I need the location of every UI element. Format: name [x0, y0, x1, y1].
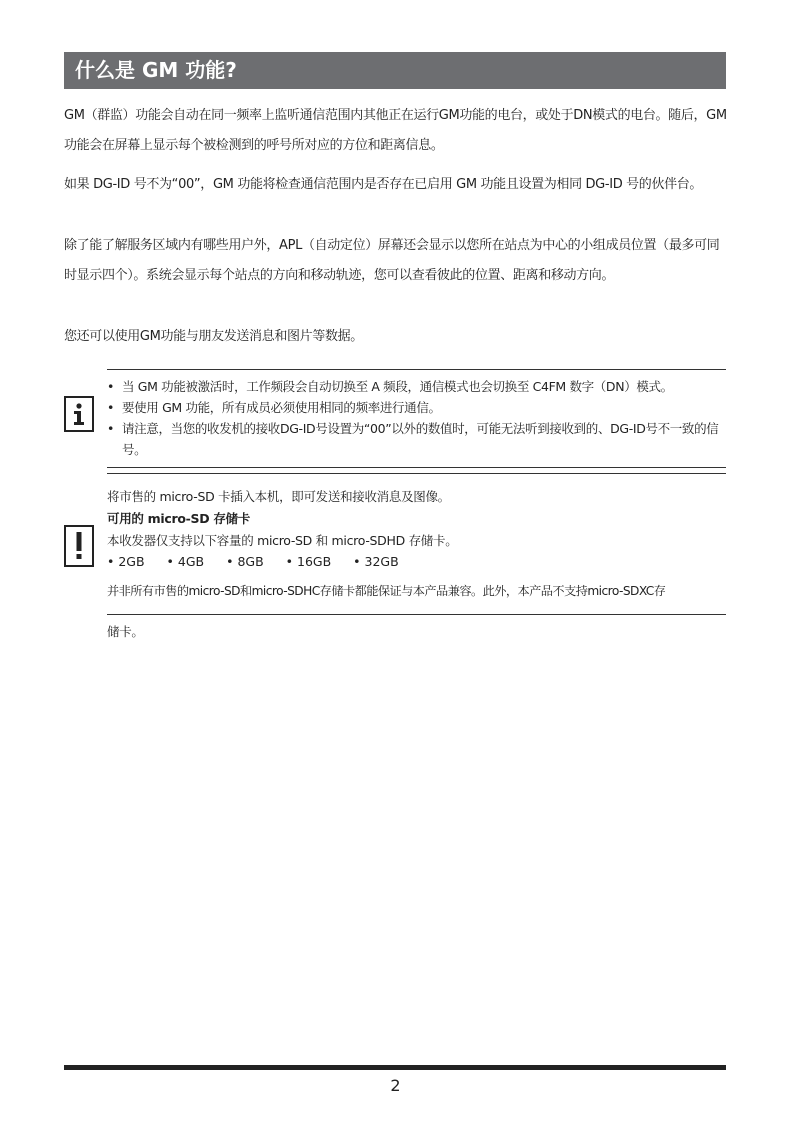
- caution-top-rule: [107, 473, 726, 474]
- info-icon: [64, 396, 94, 432]
- caution-support: 本收发器仅支持以下容量的 micro-SD 和 micro-SDHD 存储卡。: [107, 533, 458, 548]
- footer-rule: [64, 1065, 726, 1070]
- caution-bottom-rule: [107, 614, 726, 615]
- note-item: • 当 GM 功能被激活时，工作频段会自动切换至 A 频段，通信模式也会切换至 C4FM 数字（DN）模式。: [107, 376, 729, 397]
- section-title: 什么是 GM 功能?: [64, 52, 726, 89]
- page-number: 2: [390, 1076, 401, 1095]
- dgid-paragraph: 如果 DG-ID 号不为“00”，GM 功能将检查通信范围内是否存在已启用 GM 功能且设置为相同 DG-ID 号的伙伴台。: [64, 177, 703, 192]
- caution-compat-line1: 并非所有市售的micro-SD和micro-SDHC存储卡都能保证与本产品兼容。此外，本产品不支持micro-SDXC存: [107, 584, 666, 598]
- messaging-paragraph: 您还可以使用GM功能与朋友发送消息和图片等数据。: [64, 329, 363, 344]
- caution-intro: 将市售的 micro-SD 卡插入本机，即可发送和接收消息及图像。: [107, 489, 450, 504]
- capacity-item: • 4GB: [166, 554, 205, 569]
- caution-heading: 可用的 micro-SD 存储卡: [107, 511, 250, 526]
- caution-compat-line2: 储卡。: [107, 624, 144, 639]
- note-item: • 请注意，当您的收发机的接收DG-ID号设置为“00”以外的数值时，可能无法听到接收到的、DG-ID号不一致的信号。: [107, 418, 729, 460]
- exclamation-icon: [64, 525, 94, 567]
- capacity-item: • 8GB: [226, 554, 264, 569]
- capacity-item: • 32GB: [353, 554, 399, 569]
- note-list: [107, 376, 729, 460]
- note-item: • 要使用 GM 功能，所有成员必须使用相同的频率进行通信。: [107, 397, 729, 418]
- note-bottom-rule: [107, 467, 726, 468]
- note-top-rule: [107, 369, 726, 370]
- intro-paragraph: GM（群监）功能会自动在同一频率上监听通信范围内其他正在运行GM功能的电台，或处于DN模式的电台。随后，GM功能会在屏幕上显示每个被检测到的呼号所对应的方位和距离信息。: [64, 108, 727, 153]
- capacity-item: • 2GB: [107, 554, 145, 569]
- capacity-list: [107, 554, 417, 569]
- apl-paragraph: 除了能了解服务区域内有哪些用户外，APL（自动定位）屏幕还会显示以您所在站点为中心的小组成员位置（最多可同时显示四个）。系统会显示每个站点的方向和移动轨迹，您可以查看彼此的位置、距离和移动方向。: [64, 238, 720, 283]
- capacity-item: • 16GB: [285, 554, 332, 569]
